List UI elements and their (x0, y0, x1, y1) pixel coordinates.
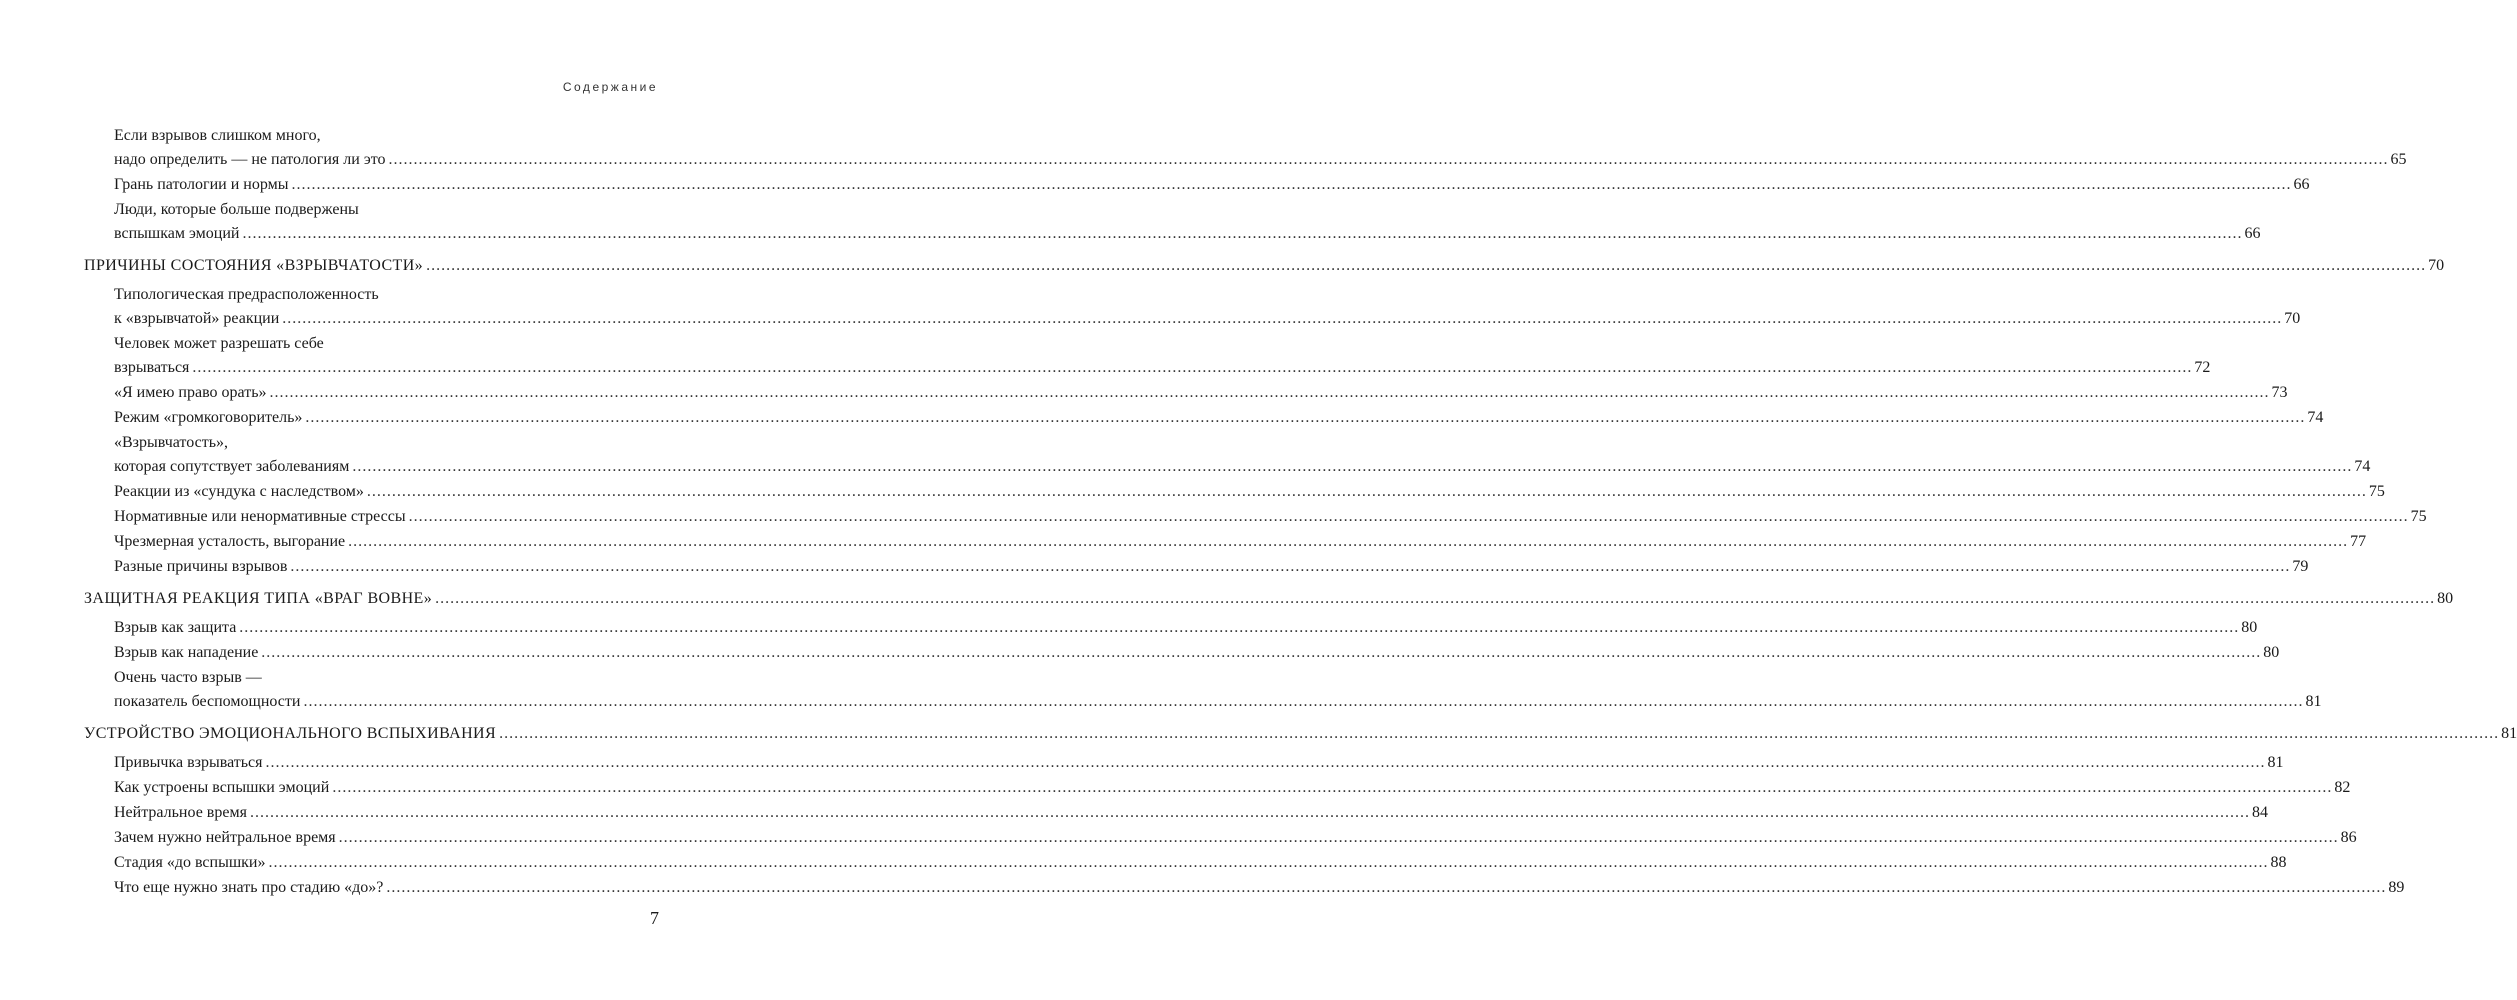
toc-entry-leader-line (114, 356, 2211, 380)
toc-page-number: 66 (2244, 225, 2261, 242)
toc-entry-leader-line (114, 801, 2268, 825)
toc-page-number: 70 (2284, 310, 2301, 327)
dot-leader: ................................................................................................................................................................................................................................................................................................................................................................................................................ (348, 533, 2349, 550)
toc-entry-leader-line (114, 751, 2284, 775)
toc-page-number: 79 (2292, 558, 2309, 575)
toc-entry-title: ЗАЩИТНАЯ РЕАКЦИЯ ТИПА «ВРАГ ВОВНЕ» (84, 590, 433, 607)
dot-leader: ................................................................................................................................................................................................................................................................................................................................................................................................................ (269, 384, 2270, 401)
toc-entry-title: которая сопутствует заболеваниям (114, 458, 350, 475)
toc-entry-title: Взрыв как защита (114, 619, 237, 636)
toc-entry-title-line: Люди, которые больше подвержены (114, 201, 359, 218)
toc-page-number: 89 (2388, 879, 2405, 896)
toc-entry (84, 406, 2324, 430)
toc-entry (84, 801, 2268, 825)
toc-entry-title: Реакции из «сундука с наследством» (114, 483, 364, 500)
toc-entry-title: Как устроены вспышки эмоций (114, 779, 330, 796)
toc-entry-title-line: Если взрывов слишком много, (114, 127, 321, 144)
toc-section-heading (84, 254, 2445, 278)
toc-entry-title: взрываться (114, 359, 190, 376)
toc-entry-title: Взрыв как нападение (114, 644, 259, 661)
toc-entry-title-line: Типологическая предрасположенность (114, 286, 379, 303)
toc-page-number: 80 (2263, 644, 2280, 661)
toc-entry (84, 616, 2258, 640)
toc-entry-title: к «взрывчатой» реакции (114, 310, 280, 327)
dot-leader: ................................................................................................................................................................................................................................................................................................................................................................................................................ (242, 225, 2243, 242)
toc-page-number: 66 (2293, 176, 2310, 193)
toc-entry-leader-line (114, 826, 2357, 850)
dot-leader: ................................................................................................................................................................................................................................................................................................................................................................................................................ (386, 879, 2387, 896)
toc-entry-title: Чрезмерная усталость, выгорание (114, 533, 346, 550)
toc-entry-title: Разные причины взрывов (114, 558, 288, 575)
toc-section-heading (84, 722, 2517, 746)
toc-entry-leader-line (114, 505, 2427, 529)
toc-page-number: 81 (2267, 754, 2284, 771)
toc-entry (84, 641, 2280, 665)
toc-entry-leader-line (114, 307, 2301, 331)
toc-page-number: 75 (2410, 508, 2427, 525)
toc-entry-leader-line (114, 690, 2322, 714)
toc-entry-title: вспышкам эмоций (114, 225, 240, 242)
toc-entry (84, 776, 2351, 800)
toc-entry-leader-line (114, 876, 2405, 900)
dot-leader: ................................................................................................................................................................................................................................................................................................................................................................................................................ (249, 804, 2250, 821)
toc-entry-title: ПРИЧИНЫ СОСТОЯНИЯ «ВЗРЫВЧАТОСТИ» (84, 257, 424, 274)
dot-leader: ................................................................................................................................................................................................................................................................................................................................................................................................................ (291, 176, 2292, 193)
toc-page-number: 73 (2271, 384, 2288, 401)
dot-leader: ................................................................................................................................................................................................................................................................................................................................................................................................................ (338, 829, 2339, 846)
toc-page-number: 81 (2501, 725, 2517, 742)
toc-entry-title: Грань патологии и нормы (114, 176, 289, 193)
dot-leader: ................................................................................................................................................................................................................................................................................................................................................................................................................ (265, 754, 2266, 771)
toc-entry (84, 666, 2322, 714)
toc-entry-leader-line (114, 381, 2288, 405)
toc-section-heading (84, 587, 2454, 611)
toc-entry (84, 555, 2309, 579)
toc-entry-title: Зачем нужно нейтральное время (114, 829, 336, 846)
dot-leader: ................................................................................................................................................................................................................................................................................................................................................................................................................ (352, 458, 2353, 475)
toc-entry-title: Режим «громкоговоритель» (114, 409, 303, 426)
toc-entry-leader-line (114, 480, 2385, 504)
toc-page-number: 81 (2305, 693, 2322, 710)
toc-entry-title: Стадия «до вспышки» (114, 854, 266, 871)
dot-leader: ................................................................................................................................................................................................................................................................................................................................................................................................................ (408, 508, 2409, 525)
toc-entry (84, 505, 2427, 529)
page-number: 7 (650, 908, 659, 928)
toc-entry (84, 332, 2211, 380)
toc-page-number: 70 (2428, 257, 2445, 274)
toc-entry-title: Привычка взрываться (114, 754, 263, 771)
toc-entry (84, 173, 2310, 197)
dot-leader: ................................................................................................................................................................................................................................................................................................................................................................................................................ (261, 644, 2262, 661)
toc-page-number: 82 (2334, 779, 2351, 796)
dot-leader: ................................................................................................................................................................................................................................................................................................................................................................................................................ (435, 590, 2436, 607)
toc-page-number: 86 (2340, 829, 2357, 846)
toc-page-number: 77 (2350, 533, 2367, 550)
toc-page-number: 72 (2194, 359, 2211, 376)
toc-entry-leader-line (114, 641, 2280, 665)
toc-page-number: 75 (2368, 483, 2385, 500)
toc-entry (84, 751, 2284, 775)
toc-entry-leader-line (114, 530, 2367, 554)
toc-entry-leader-line (84, 587, 2454, 611)
toc-entry-leader-line (84, 722, 2517, 746)
toc-entry-leader-line (114, 148, 2407, 172)
dot-leader: ................................................................................................................................................................................................................................................................................................................................................................................................................ (303, 693, 2304, 710)
toc-entry-leader-line (114, 616, 2258, 640)
toc-entry-title: показатель беспомощности (114, 693, 301, 710)
toc-entry-title-line: Очень часто взрыв — (114, 669, 262, 686)
toc-entry-title-line: Человек может разрешать себе (114, 335, 324, 352)
toc-entry (84, 876, 2405, 900)
dot-leader: ................................................................................................................................................................................................................................................................................................................................................................................................................ (305, 409, 2306, 426)
toc-entry-title: Что еще нужно знать про стадию «до»? (114, 879, 384, 896)
dot-leader: ................................................................................................................................................................................................................................................................................................................................................................................................................ (366, 483, 2367, 500)
toc-entry-title: УСТРОЙСТВО ЭМОЦИОНАЛЬНОГО ВСПЫХИВАНИЯ (84, 725, 497, 742)
toc-page-number: 84 (2251, 804, 2268, 821)
toc-page-number: 88 (2270, 854, 2287, 871)
toc-entry (84, 431, 2371, 479)
toc-entry (84, 530, 2367, 554)
table-of-contents (84, 124, 2517, 901)
dot-leader: ................................................................................................................................................................................................................................................................................................................................................................................................................ (268, 854, 2269, 871)
dot-leader: ................................................................................................................................................................................................................................................................................................................................................................................................................ (332, 779, 2333, 796)
dot-leader: ................................................................................................................................................................................................................................................................................................................................................................................................................ (499, 725, 2500, 742)
toc-entry-leader-line (114, 222, 2261, 246)
toc-page-number: 74 (2307, 409, 2324, 426)
dot-leader: ................................................................................................................................................................................................................................................................................................................................................................................................................ (192, 359, 2193, 376)
toc-entry (84, 826, 2357, 850)
toc-entry-title: надо определить — не патология ли это (114, 151, 386, 168)
toc-entry-title: Нормативные или ненормативные стрессы (114, 508, 406, 525)
toc-entry-title-line: «Взрывчатость», (114, 434, 228, 451)
toc-page-number: 65 (2390, 151, 2407, 168)
toc-entry-leader-line (114, 455, 2371, 479)
toc-page-number: 80 (2241, 619, 2258, 636)
toc-entry (84, 381, 2288, 405)
toc-entry-leader-line (114, 555, 2309, 579)
toc-entry-title: Нейтральное время (114, 804, 247, 821)
dot-leader: ................................................................................................................................................................................................................................................................................................................................................................................................................ (290, 558, 2291, 575)
running-head: Содержание (562, 80, 658, 94)
toc-entry (84, 851, 2287, 875)
toc-entry (84, 124, 2407, 172)
toc-page-number: 80 (2437, 590, 2454, 607)
dot-leader: ................................................................................................................................................................................................................................................................................................................................................................................................................ (239, 619, 2240, 636)
toc-page-number: 74 (2354, 458, 2371, 475)
toc-entry-title: «Я имею право орать» (114, 384, 267, 401)
toc-entry-leader-line (114, 776, 2351, 800)
toc-entry (84, 198, 2261, 246)
dot-leader: ................................................................................................................................................................................................................................................................................................................................................................................................................ (388, 151, 2389, 168)
dot-leader: ................................................................................................................................................................................................................................................................................................................................................................................................................ (282, 310, 2283, 327)
toc-entry-leader-line (84, 254, 2445, 278)
toc-entry-leader-line (114, 406, 2324, 430)
toc-entry-leader-line (114, 851, 2287, 875)
toc-entry (84, 480, 2385, 504)
toc-entry (84, 283, 2301, 331)
toc-entry-leader-line (114, 173, 2310, 197)
dot-leader: ................................................................................................................................................................................................................................................................................................................................................................................................................ (426, 257, 2427, 274)
